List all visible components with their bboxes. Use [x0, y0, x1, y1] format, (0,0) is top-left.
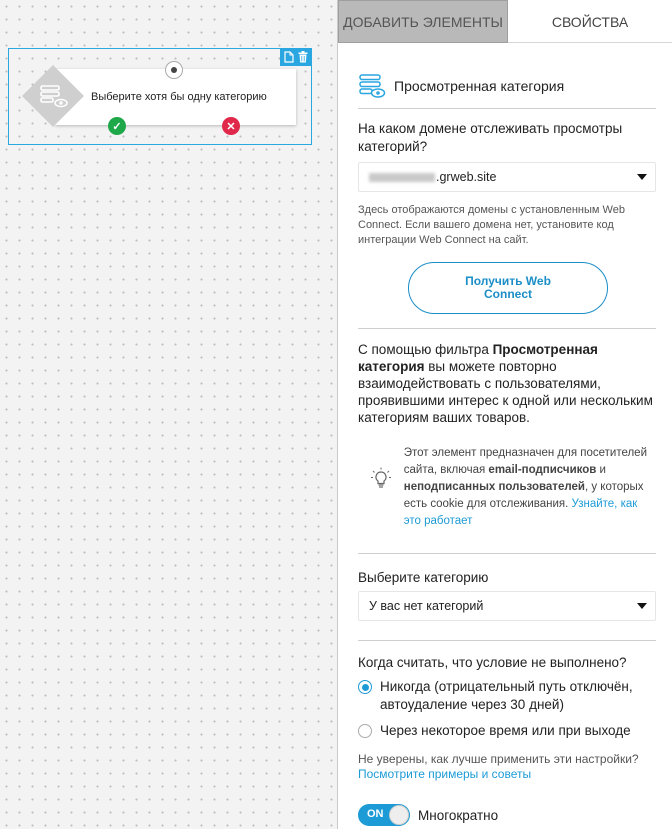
divider: [358, 553, 656, 554]
repeat-toggle-row: [358, 804, 656, 826]
examples-link[interactable]: Посмотрите примеры и советы: [358, 767, 532, 781]
condition-node[interactable]: [8, 48, 312, 145]
trash-icon[interactable]: [298, 51, 308, 63]
tip-text: Этот элемент предназначен для посетителей сайта, включая email-подписчиков и неподписанных пользователей, у которых есть cookie для отслеживания. Узнайте, как это работает: [403, 447, 648, 527]
radio-never[interactable]: [358, 678, 656, 714]
category-select[interactable]: [358, 591, 656, 621]
domain-hint: Здесь отображаются домены с установленным Web Connect. Если вашего домена нет, установите код интеграции Web Connect на сайт.: [358, 204, 625, 246]
get-webconnect-button[interactable]: Получить Web Connect: [408, 262, 608, 314]
learn-how-link[interactable]: Узнайте, как это работает: [403, 498, 638, 527]
category-label: Выберите категорию: [358, 570, 489, 585]
domain-question: На каком домене отслеживать просмотры категорий?: [358, 121, 623, 154]
panel-tabs: [338, 0, 672, 43]
filter-description: С помощью фильтра Просмотренная категория вы можете повторно взаимодействовать с пользователями, проявившими интерес к одной или нескольким категориям ваших товаров.: [358, 342, 653, 425]
redacted-domain-prefix: [369, 173, 435, 182]
category-value: У вас нет категорий: [369, 599, 484, 613]
radio-button[interactable]: [358, 724, 372, 738]
panel-header: [358, 67, 656, 109]
tab-properties[interactable]: СВОЙСТВА: [551, 13, 629, 30]
chevron-down-icon: [637, 174, 647, 180]
copy-icon[interactable]: [284, 51, 294, 63]
node-input-connector[interactable]: [165, 61, 183, 79]
radio-never-label: Никогда (отрицательный путь отключён, автоудаление через 30 дней): [380, 679, 633, 712]
radio-timeout-label: Через некоторое время или при выходе: [380, 723, 631, 738]
yes-path-check-icon[interactable]: ✓: [108, 117, 126, 135]
tab-add-elements[interactable]: ДОБАВИТЬ ЭЛЕМЕНТЫ: [338, 0, 508, 43]
domain-value: .grweb.site: [436, 170, 497, 184]
viewed-category-node-icon: [22, 65, 84, 127]
repeat-toggle-label: Многократно: [418, 807, 499, 823]
node-toolbar: [280, 48, 312, 66]
chevron-down-icon: [637, 603, 647, 609]
divider: [358, 640, 656, 641]
repeat-toggle[interactable]: ON: [358, 804, 410, 826]
lightbulb-icon: [371, 467, 391, 491]
info-tip: [358, 445, 656, 530]
properties-panel: [337, 0, 672, 829]
panel-title: Просмотренная категория: [394, 77, 565, 94]
domain-select[interactable]: [358, 162, 656, 192]
radio-button-selected[interactable]: [358, 680, 372, 694]
help-text: Не уверены, как лучше применить эти настройки? Посмотрите примеры и советы: [358, 752, 656, 782]
condition-label: Когда считать, что условие не выполнено?: [358, 655, 627, 670]
divider: [358, 328, 656, 329]
node-title: Выберите хотя бы одну категорию: [91, 91, 267, 103]
no-path-close-icon[interactable]: ✕: [222, 117, 240, 135]
viewed-category-icon: [358, 72, 386, 100]
radio-timeout[interactable]: [358, 722, 656, 740]
